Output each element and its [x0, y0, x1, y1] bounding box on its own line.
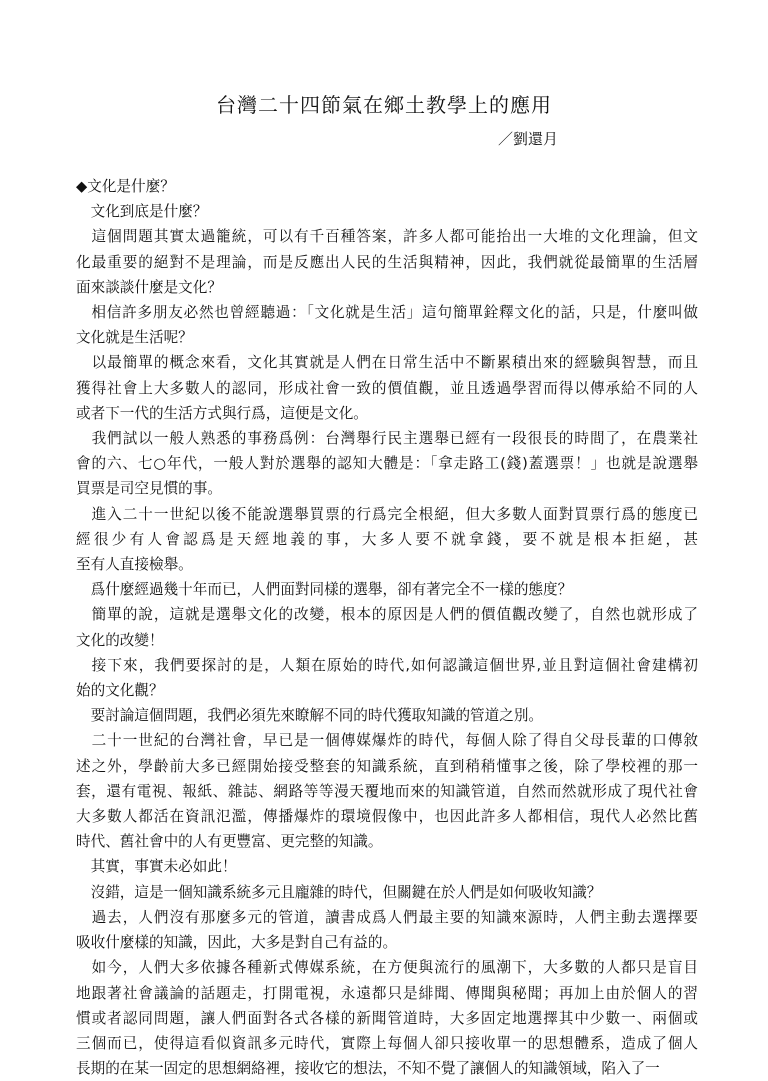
- text-line: 以最簡單的概念來看，文化其實就是人們在日常生活中不斷累積出來的經驗與智慧，而且: [76, 354, 698, 372]
- text-line: 套，還有電視、報紙、雜誌、網路等等漫天覆地而來的知識管道，自然而然就形成了現代社會: [76, 782, 698, 800]
- paragraph: [76, 300, 698, 350]
- paragraph: [76, 854, 698, 879]
- text-line: 簡單的說，這就是選舉文化的改變，根本的原因是人們的價值觀改變了，自然也就形成了: [76, 606, 698, 624]
- paragraph: [76, 728, 698, 854]
- text-line: 過去，人們沒有那麼多元的管道，讀書成爲人們最主要的知識來源時，人們主動去選擇要: [76, 908, 698, 926]
- text-line: 大多數人都活在資訊氾濫，傳播爆炸的環境假像中，也因此許多人都相信，現代人必然比舊: [76, 808, 698, 826]
- text-line: 我們試以一般人熟悉的事務爲例：台灣舉行民主選舉已經有一段很長的時間了，在農業社: [76, 430, 698, 448]
- text-line: 時代、舊社會中的人有更豐富、更完整的知識。: [76, 833, 383, 851]
- text-line: 其實，事實未必如此！: [76, 858, 237, 876]
- text-line: 吸收什麼樣的知識，因此，大多是對自己有益的。: [76, 934, 398, 952]
- paragraph: [76, 653, 698, 703]
- text-line: 獲得社會上大多數人的認同，形成社會一致的價值觀，並且透過學習而得以傳承給不同的人: [76, 379, 698, 397]
- paragraph: [76, 224, 698, 300]
- text-line: 沒錯，這是一個知識系統多元且龐雜的時代，但關鍵在於人們是如何吸收知識？: [76, 883, 602, 901]
- text-line: 如今，人們大多依據各種新式傳媒系統，在方便與流行的風潮下，大多數的人都只是盲目: [76, 959, 698, 977]
- paragraph: [76, 426, 698, 502]
- document-body: [76, 174, 698, 1081]
- text-line: 文化到底是什麼？: [76, 203, 208, 221]
- text-line: 文化的改變！: [76, 631, 164, 649]
- text-line: 慣或者認同問題，讓人們面對各式各樣的新聞管道時，大多固定地選擇其中少數一、兩個或: [76, 1009, 698, 1027]
- text-line: 長期的在某一固定的思想網絡裡，接收它的想法，不知不覺了讓個人的知識領域，陷入了一: [76, 1060, 660, 1078]
- paragraph-list: [76, 199, 698, 1081]
- text-line: 會的六、七○年代，一般人對於選舉的認知大體是：「拿走路工(錢)蓋選票！」也就是說選舉: [76, 455, 698, 473]
- author-byline: ／劉還月: [498, 130, 559, 148]
- text-line: 地跟著社會議論的話題走，打開電視，永遠都只是緋聞、傳聞與秘聞；再加上由於個人的習: [76, 984, 698, 1002]
- paragraph: [76, 602, 698, 652]
- text-line: 經很少有人會認爲是天經地義的事，大多人要不就拿錢，要不就是根本拒絕，甚: [76, 530, 698, 548]
- text-line: 二十一世紀的台灣社會，早已是一個傳媒爆炸的時代，每個人除了得自父母長輩的口傳敘: [76, 732, 698, 750]
- text-line: 文化就是生活呢？: [76, 329, 193, 347]
- text-line: 至有人直接檢舉。: [76, 556, 193, 574]
- paragraph: [76, 350, 698, 426]
- paragraph: [76, 905, 698, 955]
- paragraph: [76, 577, 698, 602]
- text-line: 三個而已，使得這看似資訊多元時代，實際上每個人卻只接收單一的思想體系，造成了個人: [76, 1034, 698, 1052]
- paragraph: [76, 703, 698, 728]
- paragraph: [76, 955, 698, 1081]
- paragraph: [76, 880, 698, 905]
- text-line: 述之外，學齡前大多已經開始接受整套的知識系統，直到稍稍懂事之後，除了學校裡的那一: [76, 757, 698, 775]
- text-line: 或者下一代的生活方式與行爲，這便是文化。: [76, 404, 368, 422]
- text-line: 接下來，我們要探討的是，人類在原始的時代,如何認識這個世界,並且對這個社會建構初: [76, 656, 698, 674]
- text-line: 始的文化觀？: [76, 682, 164, 700]
- text-line: 這個問題其實太過籠統，可以有千百種答案，許多人都可能抬出一大堆的文化理論，但文: [76, 228, 698, 246]
- text-line: 面來談談什麼是文化？: [76, 278, 222, 296]
- text-line: 要討論這個問題，我們必須先來瞭解不同的時代獲取知識的管道之別。: [76, 707, 544, 725]
- text-line: 化最重要的絕對不是理論，而是反應出人民的生活與精神，因此，我們就從最簡單的生活層: [76, 253, 698, 271]
- section-heading: ◆文化是什麼？: [76, 178, 175, 195]
- document-title: 台灣二十四節氣在鄉土教學上的應用: [216, 93, 552, 117]
- text-line: 爲什麼經過幾十年而已，人們面對同樣的選舉，卻有著完全不一樣的態度？: [76, 581, 573, 599]
- paragraph: [76, 502, 698, 578]
- paragraph: [76, 199, 698, 224]
- text-line: 進入二十一世紀以後不能說選舉買票的行爲完全根絕，但大多數人面對買票行爲的態度已: [76, 505, 698, 523]
- text-line: 買票是司空見慣的事。: [76, 480, 222, 498]
- text-line: 相信許多朋友必然也曾經聽過：「文化就是生活」這句簡單銓釋文化的話，只是，什麼叫做: [76, 304, 698, 322]
